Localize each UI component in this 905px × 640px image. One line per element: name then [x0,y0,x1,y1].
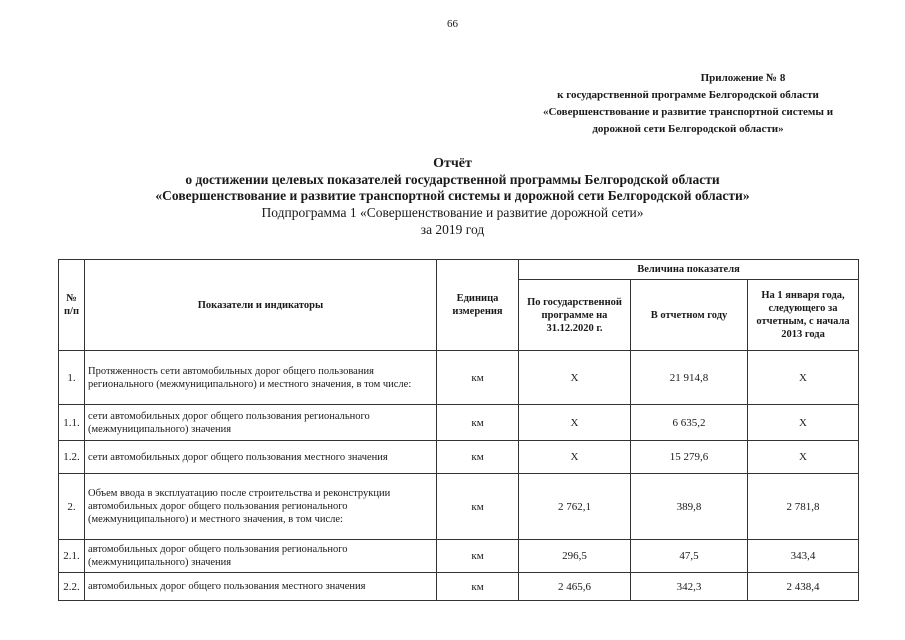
row-plan: 296,5 [519,540,631,573]
row-num: 2.2. [59,573,85,601]
row-plan: Х [519,351,631,405]
table-row [59,540,859,573]
row-since-2013: 2 438,4 [748,573,859,601]
row-plan: 2 465,6 [519,573,631,601]
row-num: 1.2. [59,441,85,474]
appendix-block [508,70,868,138]
row-actual: 21 914,8 [631,351,748,405]
row-actual: 47,5 [631,540,748,573]
report-line-2: «Совершенствование и развитие транспортной системы и дорожной сети Белгородской области» [155,188,750,203]
appendix-line-2: «Совершенствование и развитие транспортной системы и [542,106,834,118]
row-indicator: автомобильных дорог общего пользования местного значения [85,573,437,601]
appendix-title: Приложение № 8 [700,72,786,84]
row-actual: 15 279,6 [631,441,748,474]
header-value-group: Величина показателя [519,260,859,280]
page-number: 66 [447,18,458,30]
header-num: № п/п [59,260,85,351]
table-row [59,405,859,441]
row-unit: км [437,573,519,601]
row-num: 2. [59,474,85,540]
row-unit: км [437,540,519,573]
appendix-line-3: дорожной сети Белгородской области» [592,123,784,135]
row-indicator: сети автомобильных дорог общего пользования регионального (межмуниципального) значения [85,405,437,441]
row-since-2013: Х [748,405,859,441]
row-plan: Х [519,441,631,474]
row-indicator: автомобильных дорог общего пользования регионального (межмуниципального) значения [85,540,437,573]
report-year: за 2019 год [420,222,485,237]
header-plan: По государственной программе на 31.12.2020 г. [519,280,631,351]
indicators-table [58,259,859,601]
row-since-2013: 343,4 [748,540,859,573]
row-since-2013: Х [748,351,859,405]
report-line-1: о достижении целевых показателей государственной программы Белгородской области [185,172,720,187]
row-plan: Х [519,405,631,441]
row-unit: км [437,441,519,474]
row-actual: 342,3 [631,573,748,601]
row-num: 1. [59,351,85,405]
header-actual: В отчетном году [631,280,748,351]
row-actual: 6 635,2 [631,405,748,441]
row-unit: км [437,474,519,540]
header-indicator: Показатели и индикаторы [85,260,437,351]
table-row [59,351,859,405]
report-title: Отчёт [433,156,472,171]
table-row [59,573,859,601]
row-indicator: сети автомобильных дорог общего пользования местного значения [85,441,437,474]
row-indicator: Объем ввода в эксплуатацию после строительства и реконструкции автомобильных дорог общего пользования регионального (межмуниципального) и местного значения, в том числе: [85,474,437,540]
header-unit: Единица измерения [437,260,519,351]
report-subprogram: Подпрограмма 1 «Совершенствование и развитие дорожной сети» [261,205,644,220]
row-num: 2.1. [59,540,85,573]
table-row [59,441,859,474]
row-since-2013: Х [748,441,859,474]
header-since-2013: На 1 января года, следующего за отчетным, с начала 2013 года [748,280,859,351]
row-since-2013: 2 781,8 [748,474,859,540]
row-actual: 389,8 [631,474,748,540]
row-num: 1.1. [59,405,85,441]
row-plan: 2 762,1 [519,474,631,540]
appendix-line-1: к государственной программе Белгородской области [557,89,819,101]
row-indicator: Протяженность сети автомобильных дорог общего пользования регионального (межмуниципального) и местного значения, в том числе: [85,351,437,405]
row-unit: км [437,351,519,405]
report-header [0,156,905,238]
table-row [59,474,859,540]
row-unit: км [437,405,519,441]
